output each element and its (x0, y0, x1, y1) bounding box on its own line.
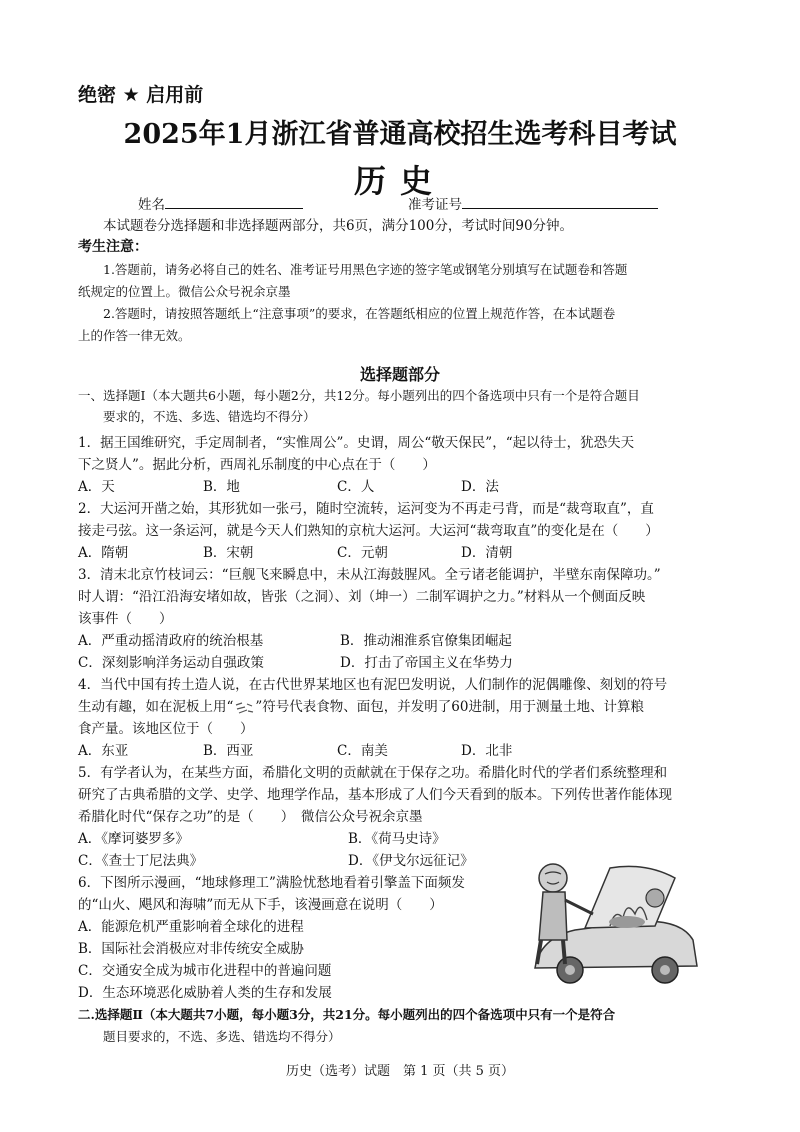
q2-option-d: D．清朝 (461, 545, 513, 561)
part1-instructions-line2: 要求的，不选、多选、错选均不得分） (103, 409, 316, 424)
q2-stem-line2: 接走弓弦。这一条运河，就是今天人们熟知的京杭大运河。大运河“裁弯取直”的变化是在（ ） (78, 523, 659, 539)
q1-option-d: D．法 (461, 479, 499, 495)
q2-option-b: B．宋朝 (203, 545, 254, 561)
q6-option-b: B．国际社会消极应对非传统安全威胁 (78, 941, 304, 957)
q3-option-b: B．推动湘淮系官僚集团崛起 (340, 633, 512, 649)
q3-stem-line2: 时人谓：“沿江沿海安堵如故，皆张（之洞）、刘（坤一）二制军调护之力。”材料从一个侧面反映 (78, 589, 646, 605)
q1-stem-line2: 下之贤人”。据此分析，西周礼乐制度的中心点在于（ ） (78, 457, 436, 473)
part1-instructions-line1: 一、选择题Ⅰ（本大题共6小题，每小题2分，共12分。每小题列出的四个备选项中只有一个是符合题目 (78, 388, 640, 403)
q5-option-a: A．《摩诃婆罗多》 (78, 831, 189, 847)
q5-option-b: B．《荷马史诗》 (348, 831, 446, 847)
q4-option-c: C．南美 (337, 743, 388, 759)
confidential-label: 绝密 ★ 启用前 (78, 84, 204, 106)
q3-stem-line1: 3．清末北京竹枝词云：“巨舰飞来瞬息中，未从江海鼓腥风。全亏诸老能调护，半壁东南保障功。” (78, 567, 661, 583)
cuneiform-symbol-icon (233, 701, 255, 715)
q4-stem-line3: 食产量。该地区位于（ ） (78, 721, 254, 737)
q1-stem-line1: 1．据王国维研究，手定周制者，“实惟周公”。史谓，周公“敬天保民”，“起以待士，犹恐失天 (78, 435, 635, 451)
q5-stem-line2: 研究了古典希腊的文学、史学、地理学作品，基本形成了人们今天看到的版本。下列传世著作能体现 (78, 787, 672, 803)
q2-stem-line1: 2．大运河开凿之始，其形犹如一张弓，随时空流转，运河变为不再走弓背，而是“裁弯取直”，直 (78, 501, 654, 517)
q5-option-c: C．《查士丁尼法典》 (78, 853, 204, 869)
part2-instructions-line1: 二.选择题Ⅱ（本大题共7小题，每小题3分，共21分。每小题列出的四个备选项中只有一个是符合 (78, 1007, 616, 1022)
id-blank (462, 194, 658, 209)
q6-stem-line1: 6．下图所示漫画，“地球修理工”满脸忧愁地看着引擎盖下面频发 (78, 875, 465, 891)
q6-option-a: A．能源危机严重影响着全球化的进程 (78, 919, 304, 935)
notice-heading: 考生注意： (78, 239, 148, 255)
q2-option-c: C．元朝 (337, 545, 388, 561)
q2-option-a: A．隋朝 (78, 545, 129, 561)
intro-text: 本试题卷分选择题和非选择题两部分，共6页，满分100分，考试时间90分钟。 (103, 218, 574, 234)
q1-option-c: C．人 (337, 479, 375, 495)
notice-item2-line1: 2.答题时，请按照答题纸上“注意事项”的要求，在答题纸相应的位置上规范作答，在本试题卷 (103, 306, 616, 321)
id-label: 准考证号 (408, 197, 462, 213)
q3-option-c: C．深刻影响洋务运动自强政策 (78, 655, 264, 671)
q6-stem-line2: 的“山火、飓风和海啸”而无从下手，该漫画意在说明（ ） (78, 897, 443, 913)
q1-option-b: B．地 (203, 479, 240, 495)
q6-option-c: C．交通安全成为城市化进程中的普遍问题 (78, 963, 332, 979)
name-field (138, 193, 303, 213)
q4-stem-line1: 4．当代中国有抟土造人说，在古代世界某地区也有泥巴发明说，人们制作的泥偶雕像、刻划的符号 (78, 677, 668, 693)
exam-title: 2025年1月浙江省普通高校招生选考科目考试 (123, 119, 677, 150)
section-title: 选择题部分 (359, 365, 440, 384)
notice-item1-line1: 1.答题前，请务必将自己的姓名、准考证号用黑色字迹的签字笔或钢笔分别填写在试题卷和答题 (103, 262, 628, 277)
q4-stem-line2 (78, 695, 644, 715)
page-footer: 历史（选考）试题 第 1 页（共 5 页） (285, 1064, 515, 1079)
q4-stem-line2-start: 生动有趣，如在泥板上用“ (78, 699, 234, 715)
q3-stem-line3: 该事件（ ） (78, 611, 173, 627)
q5-stem-line3: 希腊化时代“保存之功”的是（ ） 微信公众号祝余京墨 (78, 809, 423, 825)
earth-repairman-cartoon (515, 848, 700, 988)
q6-option-d: D．生态环境恶化威胁着人类的生存和发展 (78, 985, 332, 1001)
name-blank (165, 194, 303, 209)
q3-option-d: D．打击了帝国主义在华势力 (340, 655, 513, 671)
q5-option-d: D．《伊戈尔远征记》 (348, 853, 474, 869)
cartoon-illustration-icon (515, 848, 700, 988)
name-label: 姓名 (138, 197, 165, 213)
notice-item1-line2: 纸规定的位置上。微信公众号祝余京墨 (78, 284, 291, 299)
subject-title: 历史 (353, 162, 446, 200)
q3-option-a: A．严重动摇清政府的统治根基 (78, 633, 264, 649)
q4-option-b: B．西亚 (203, 743, 254, 759)
q5-stem-line1: 5．有学者认为，在某些方面，希腊化文明的贡献就在于保存之功。希腊化时代的学者们系统整理和 (78, 765, 668, 781)
notice-item2-line2: 上的作答一律无效。 (78, 328, 191, 343)
q4-stem-line2-end: ”符号代表食物、面包，并发明了60进制，用于测量土地、计算粮 (255, 699, 644, 715)
q4-option-a: A．东亚 (78, 743, 129, 759)
q4-option-d: D．北非 (461, 743, 513, 759)
id-field (408, 193, 658, 213)
q1-option-a: A．天 (78, 479, 115, 495)
part2-instructions-line2: 题目要求的，不选、多选、错选均不得分） (103, 1029, 341, 1044)
